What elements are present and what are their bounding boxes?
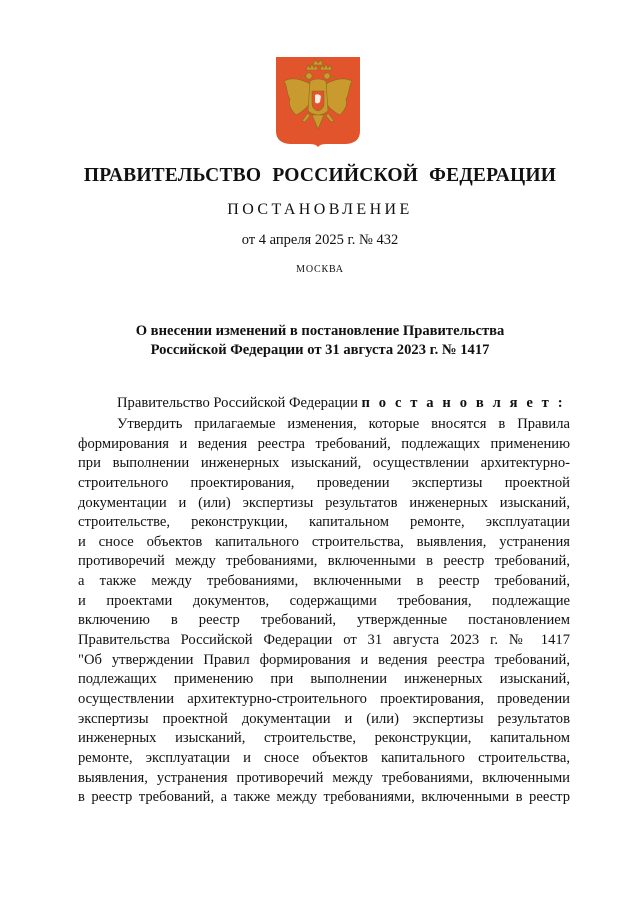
government-title: ПРАВИТЕЛЬСТВО РОССИЙСКОЙ ФЕДЕРАЦИИ (83, 165, 557, 186)
document-date-number: от 4 апреля 2025 г. № 432 (241, 232, 399, 248)
preamble-lead: Правительство Российской Федерации (117, 395, 362, 411)
coat-of-arms-emblem (276, 57, 360, 147)
body-line: инженерных изысканий, строительстве, реконструкции, капитальном (78, 730, 570, 747)
body-line: формирования и ведения реестра требований, подлежащих применению (78, 435, 570, 452)
body-line: подлежащих применению при выполнении инженерных изысканий, (78, 671, 570, 688)
body-line: "Об утверждении Правил формирования и ведения реестра требований, (78, 651, 570, 668)
body-line: и проектами документов, содержащими требования, подлежащие (78, 592, 570, 609)
preamble-verb: п о с т а н о в л я е т : (361, 395, 566, 411)
body-line: Утвердить прилагаемые изменения, которые вносятся в Правила (117, 416, 570, 432)
body-line: документации и (или) экспертизы результатов инженерных изысканий, (78, 494, 570, 511)
body-line: Правительства Российской Федерации от 31 августа 2023 г. № 1417 (78, 632, 570, 649)
subject-line: О внесении изменений в постановление Правительства (135, 323, 505, 339)
body-line: выявления, устранения противоречий между требованиями, включенными (78, 769, 570, 786)
body-line: строительстве, реконструкции, капитальном ремонте, эксплуатации (78, 514, 570, 531)
body-line: а также между требованиями, включенными в реестр требований, (78, 573, 570, 590)
body-line: ремонте, эксплуатации и сносе объектов капитального строительства, (78, 749, 570, 766)
subject-line: Российской Федерации от 31 августа 2023 г. № 1417 (150, 342, 490, 358)
body-line: противоречий между требованиями, включенными в реестр требований, (78, 553, 570, 570)
body-line: строительного проектирования, проведении экспертизы проектной (78, 474, 570, 491)
body-line: в реестр требований, а также между требованиями, включенными в реестр (78, 789, 570, 806)
document-city: МОСКВА (296, 264, 344, 275)
preamble (117, 395, 565, 412)
document-subject (0, 322, 640, 360)
body-line: при выполнении инженерных изысканий, осуществлении архитектурно- (78, 455, 570, 472)
body-line: включению в реестр требований, утвержденные постановлением (78, 612, 570, 629)
body-text (78, 415, 570, 808)
document-type: ПОСТАНОВЛЕНИЕ (227, 201, 413, 218)
body-line: осуществлении архитектурно-строительного проектирования, проведении (78, 690, 570, 707)
body-line: экспертизы проектной документации и (или) экспертизы результатов (78, 710, 570, 727)
body-line: и сносе объектов капитального строительства, выявления, устранения (78, 533, 570, 550)
